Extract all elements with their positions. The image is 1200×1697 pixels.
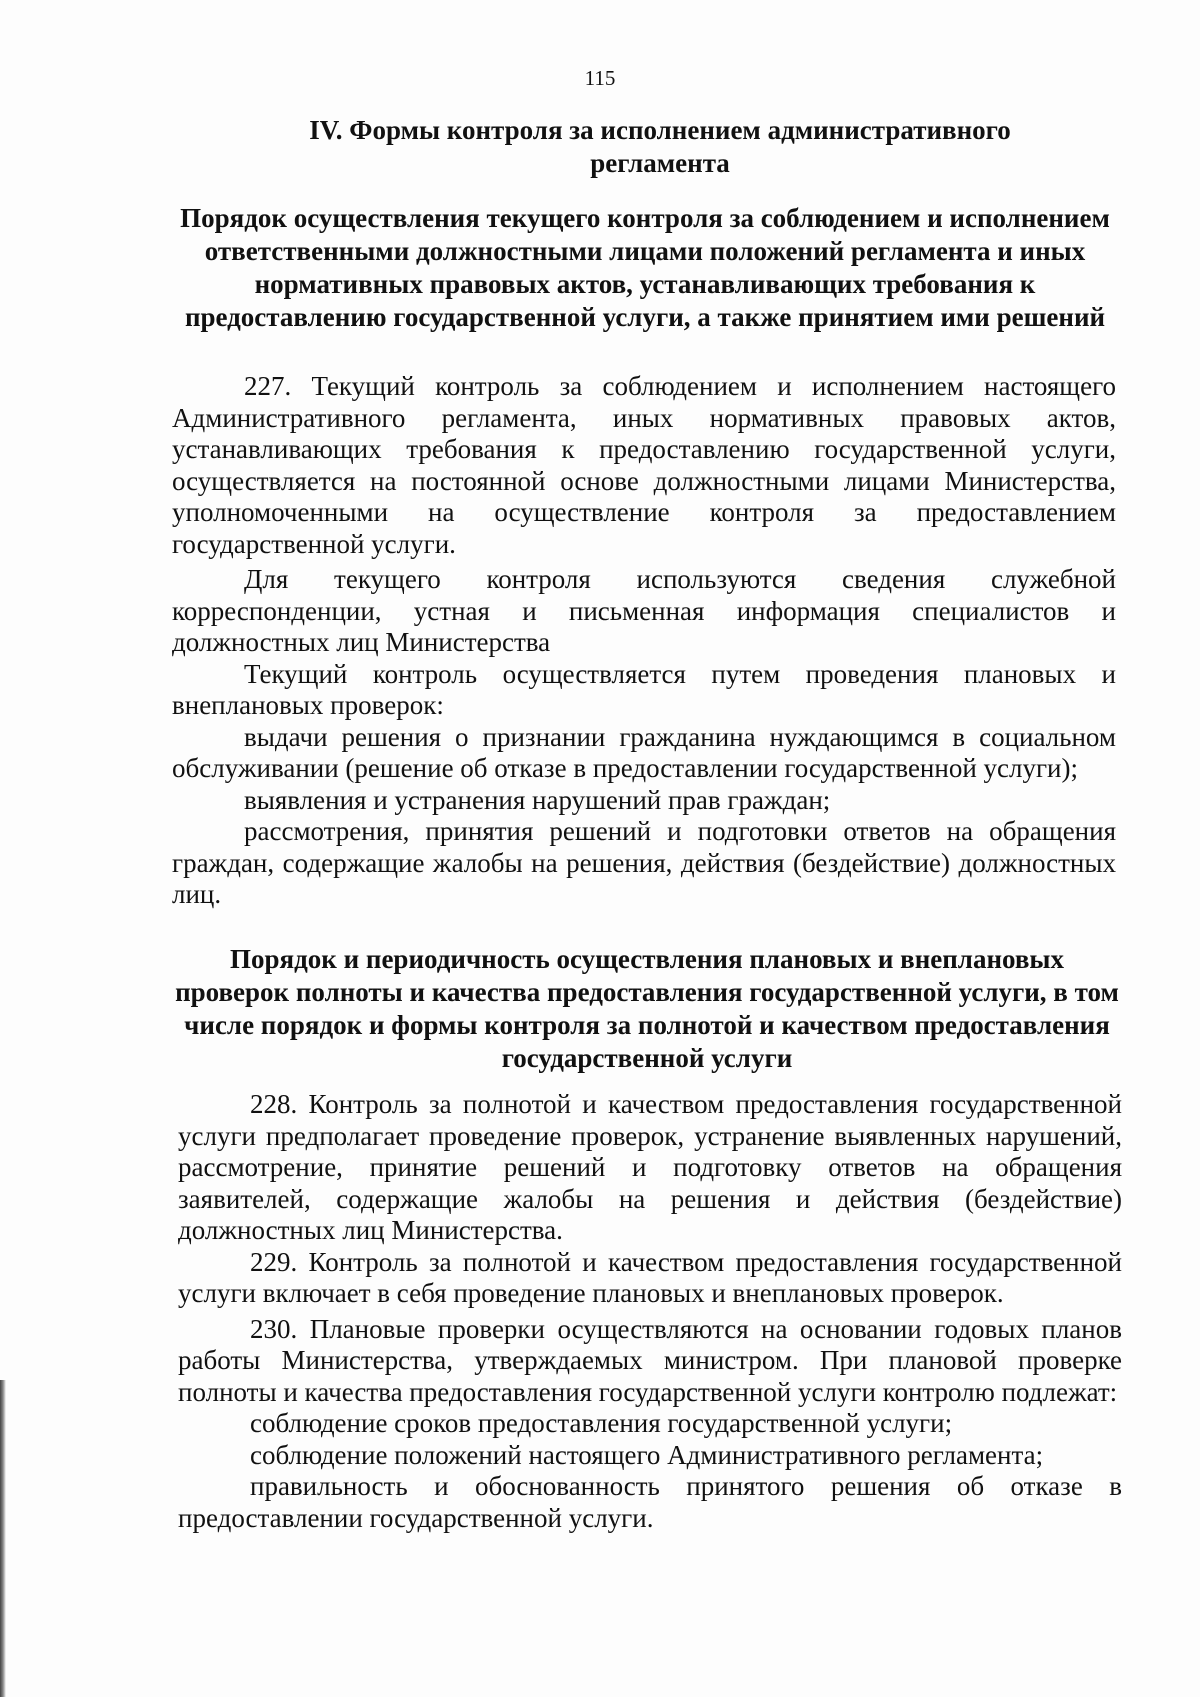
- paragraph-229: 229. Контроль за полнотой и качеством предоставления государственной услуги включает в себя проведение плановых и внеплановых проверок.: [178, 1246, 1122, 1308]
- subsection-title-scheduled-checks: Порядок и периодичность осуществления плановых и внеплановых проверок полноты и качества предоставления государственной услуги, в том числе порядок и формы контроля за полнотой и качеством предоставления государственной услуги: [175, 944, 1119, 1073]
- page-number: 115: [584, 66, 616, 90]
- paragraph-sources: Для текущего контроля используются сведения служебной корреспонденции, устная и письменная информация специалистов и должностных лиц Министерства: [172, 564, 1116, 657]
- scheduled-checks-text: [178, 1089, 1122, 1534]
- section-title-line-1: IV. Формы контроля за исполнением административного: [309, 115, 1011, 145]
- paragraph-228: 228. Контроль за полнотой и качеством предоставления государственной услуги предполагает проведение проверок, устранение выявленных нарушений, рассмотрение, принятие решений и подготовку ответов на обращения заявителей, содержащие жалобы на решения и действия (бездействие) должностных лиц Министерства.: [178, 1089, 1122, 1245]
- list-item-refusal: правильность и обоснованность принятого решения об отказе в предоставлении государственной услуги.: [178, 1471, 1122, 1533]
- paragraph-checks: Текущий контроль осуществляется путем проведения плановых и внеплановых проверок:: [172, 658, 1116, 720]
- list-item-regulation: соблюдение положений настоящего Административного регламента;: [250, 1439, 1044, 1470]
- scan-edge-shadow: [0, 1380, 6, 1697]
- list-item-deadlines: соблюдение сроков предоставления государственной услуги;: [250, 1408, 953, 1438]
- paragraph-230: 230. Плановые проверки осуществляются на основании годовых планов работы Министерства, утверждаемых министром. При плановой проверке полноты и качества предоставления государственной услуги контролю подлежат:: [178, 1313, 1122, 1407]
- current-control-text: [172, 371, 1116, 911]
- list-item-violations: выявления и устранения нарушений прав граждан;: [244, 784, 831, 815]
- paragraph-227: 227. Текущий контроль за соблюдением и исполнением настоящего Административного регламента, иных нормативных правовых актов, устанавливающих требования к предоставлению государственной услуги, осуществляется на постоянной основе должностными лицами Министерства, уполномоченными на осуществление контроля за предоставлением государственной услуги.: [172, 371, 1116, 559]
- list-item-complaints: рассмотрения, принятия решений и подготовки ответов на обращения граждан, содержащие жалобы на решения, действия (бездействие) должностных лиц.: [172, 816, 1116, 909]
- subsection-title-current-control: Порядок осуществления текущего контроля за соблюдением и исполнением ответственными должностными лицами положений регламента и иных нормативных правовых актов, устанавливающих требования к предоставлению государственной услуги, а также принятием ими решений: [180, 203, 1110, 332]
- section-title: [230, 114, 1090, 180]
- list-item-decision: выдачи решения о признании гражданина нуждающимся в социальном обслуживании (решение об отказе в предоставлении государственной услуги);: [172, 721, 1116, 783]
- section-title-line-2: регламента: [590, 148, 730, 178]
